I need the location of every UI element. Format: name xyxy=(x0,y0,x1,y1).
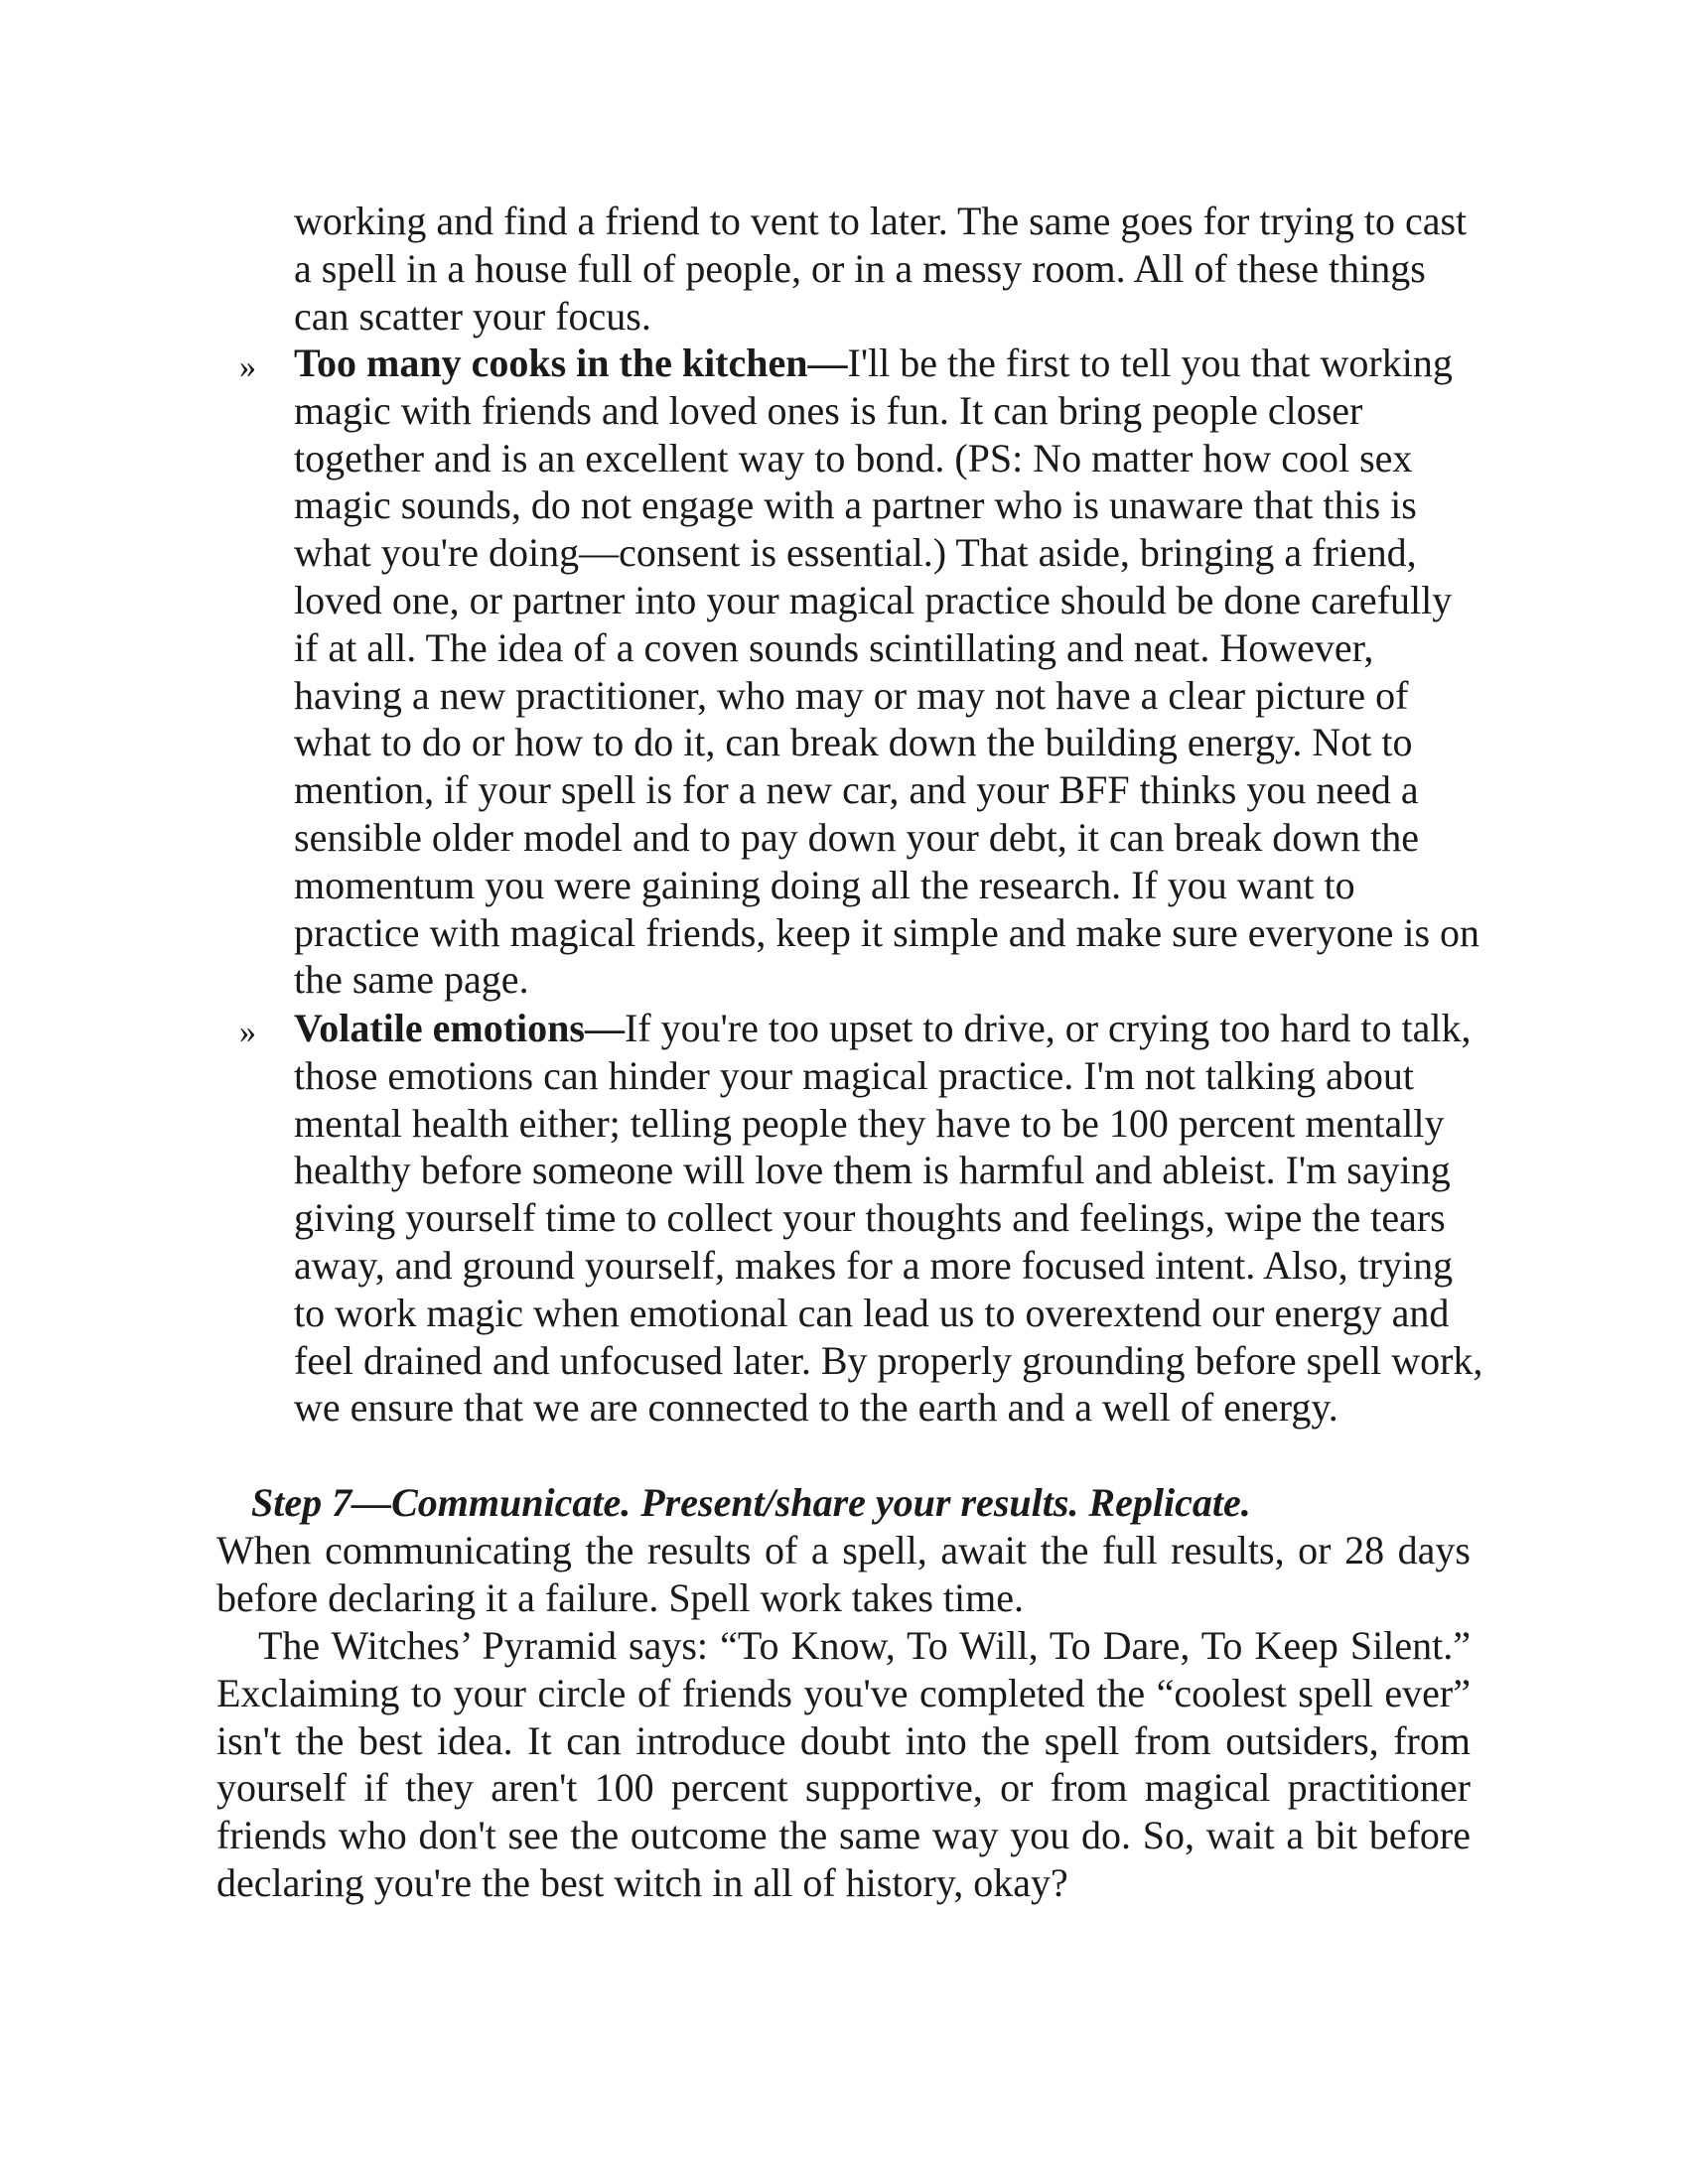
body-paragraph: When communicating the results of a spell, await the full results, or 28 days before declaring it a failure. Spell work takes time. xyxy=(216,1528,1471,1620)
bullet-item-volatile-emotions xyxy=(294,1005,1485,1432)
bullet-marker: » xyxy=(239,348,256,385)
bullet-text: I'll be the first to tell you that working magic with friends and loved ones is fun. It can bring people closer together and is an excellent way to bond. (PS: No matter how cool sex magic sounds, do not engage with a partner who is unaware that this is what you're doing—consent is essential.) That aside, bringing a friend, loved one, or partner into your magical practice should be done carefully if at all. The idea of a coven sounds scintillating and neat. However, having a new practitioner, who may or may not have a clear picture of what to do or how to do it, can break down the building energy. Not to mention, if your spell is for a new car, and your BFF thinks you need a sensible older model and to pay down your debt, it can break down the momentum you were gaining doing all the research. If you want to practice with magical friends, keep it simple and make sure everyone is on the same page. xyxy=(294,341,1480,1003)
continuation-paragraph: working and find a friend to vent to later. The same goes for trying to cast a spell in a house full of people, or in a messy room. All of these things can scatter your focus. xyxy=(294,199,1468,339)
bullet-term: Volatile emotions— xyxy=(294,1006,625,1050)
bullet-term: Too many cooks in the kitchen— xyxy=(294,341,848,385)
step-heading: Step 7—Communicate. Present/share your results. Replicate. xyxy=(251,1480,1251,1525)
bullet-marker: » xyxy=(239,1014,256,1050)
body-paragraph: The Witches’ Pyramid says: “To Know, To Will, To Dare, To Keep Silent.” Exclaiming to your circle of friends you've completed the “coolest spell ever” isn't the best idea. It can introduce doubt into the spell from outsiders, from yourself if they aren't 100 percent supportive, or from magical practitioner friends who don't see the outcome the same way you do. So, wait a bit before declaring you're the best witch in all of history, okay? xyxy=(216,1623,1471,1905)
bullet-text: If you're too upset to drive, or crying too hard to talk, those emotions can hinder your magical practice. I'm not talking about mental health either; telling people they have to be 100 percent mentally healthy before someone will love them is harmful and ableist. I'm saying giving yourself time to collect your thoughts and feelings, wipe the tears away, and ground yourself, makes for a more focused intent. Also, trying to work magic when emotional can lead us to overextend our energy and feel drained and unfocused later. By properly grounding before spell work, we ensure that we are connected to the earth and a well of energy. xyxy=(294,1006,1483,1431)
bullet-item-too-many-cooks xyxy=(294,340,1485,1004)
